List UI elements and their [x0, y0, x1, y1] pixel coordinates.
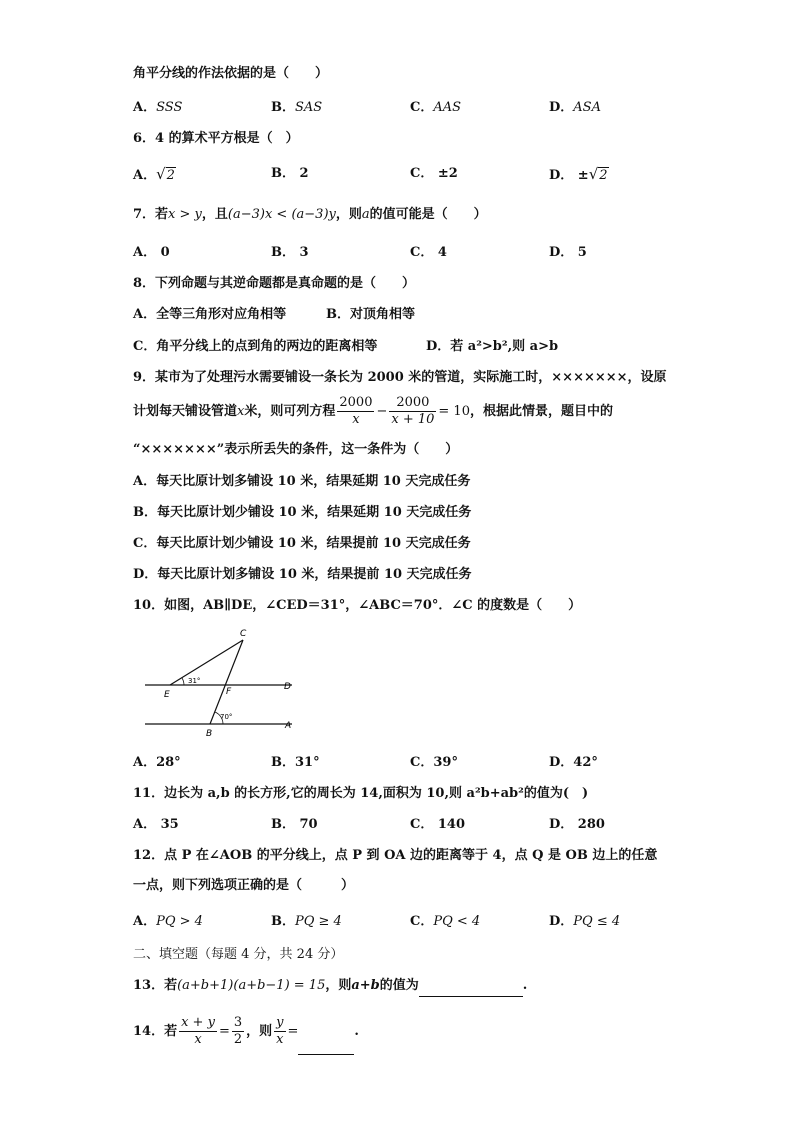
- answer-blank[interactable]: [298, 1010, 354, 1055]
- answer-blank[interactable]: [419, 976, 523, 997]
- q12-option-b[interactable]: B．PQ ≥ 4: [271, 914, 342, 929]
- q11-option-a[interactable]: A． 35: [133, 817, 179, 832]
- q10-figure: [140, 626, 310, 742]
- q7-option-a[interactable]: A． 0: [133, 245, 170, 260]
- q12-option-a[interactable]: A．PQ > 4: [133, 914, 203, 929]
- q5-option-c[interactable]: C．AAS: [410, 100, 462, 115]
- q10-stem: 10．如图，AB∥DE，∠CED＝31°，∠ABC＝70°．∠C 的度数是（ ）: [133, 598, 582, 613]
- q10-option-c[interactable]: C．39°: [410, 755, 458, 770]
- q13-stem: 13．若(a+b+1)(a+b−1) = 15，则a+b的值为 .: [133, 976, 527, 997]
- q11-option-d[interactable]: D． 280: [549, 817, 605, 832]
- q7-stem: 7．若x > y，且(a−3)x < (a−3)y，则a的值可能是（ ）: [133, 207, 487, 222]
- q11-option-b[interactable]: B． 70: [271, 817, 318, 832]
- q8-stem: 8．下列命题与其逆命题都是真命题的是（ ）: [133, 276, 416, 291]
- q12-option-c[interactable]: C．PQ < 4: [410, 914, 481, 929]
- radical-icon: √: [588, 165, 599, 183]
- q12-option-d[interactable]: D．PQ ≤ 4: [549, 914, 621, 929]
- segment-cb: [210, 640, 243, 724]
- fraction-3-over-2: $\frac{3}{2}$: [233, 1015, 243, 1047]
- q6-option-d[interactable]: D． ±√2: [549, 165, 608, 183]
- q9-line-3: “×××××××”表示所丢失的条件，这一条件为（ ）: [133, 442, 459, 457]
- q9-option-a[interactable]: A．每天比原计划多铺设 10 米，结果延期 10 天完成任务: [133, 474, 471, 489]
- q5-stem: 角平分线的作法依据的是（ ）: [133, 66, 329, 81]
- q6-stem: 6．4 的算术平方根是（ ）: [133, 131, 299, 146]
- angle-arc-e: [182, 678, 184, 685]
- q10-option-b[interactable]: B．31°: [271, 755, 320, 770]
- q10-option-a[interactable]: A．28°: [133, 755, 181, 770]
- q14-stem: 14．若 $\frac{x + y}{x}$ = $\frac{3}{2}$ ，则 $\frac{y}{x}$ = .: [133, 1010, 359, 1055]
- fraction-2: $\frac{2000}{x + 10}$: [391, 395, 435, 427]
- q8-option-a[interactable]: A．全等三角形对应角相等: [133, 307, 287, 322]
- segment-ec: [170, 640, 243, 685]
- q7-option-c[interactable]: C． 4: [410, 245, 447, 260]
- angle-label-31: 31°: [188, 677, 201, 685]
- q9-line-1: 9．某市为了处理污水需要铺设一条长为 2000 米的管道，实际施工时，×××××××，设原: [133, 370, 667, 385]
- q9-option-c[interactable]: C．每天比原计划少铺设 10 米，结果提前 10 天完成任务: [133, 536, 471, 551]
- q5-option-d[interactable]: D．ASA: [549, 100, 601, 115]
- q12-line-2: 一点，则下列选项正确的是（ ）: [133, 878, 355, 893]
- label-b: B: [206, 729, 213, 739]
- q11-option-c[interactable]: C． 140: [410, 817, 466, 832]
- q9-option-b[interactable]: B．每天比原计划少铺设 10 米，结果延期 10 天完成任务: [133, 505, 472, 520]
- label-a: A: [285, 721, 292, 731]
- q7-option-b[interactable]: B． 3: [271, 245, 309, 260]
- q10-option-d[interactable]: D．42°: [549, 755, 598, 770]
- q7-option-d[interactable]: D． 5: [549, 245, 587, 260]
- angle-label-70: 70°: [220, 713, 233, 721]
- q6-option-b[interactable]: B． 2: [271, 166, 309, 181]
- q6-option-c[interactable]: C． ±2: [410, 166, 458, 181]
- label-f: F: [226, 687, 232, 697]
- q5-option-a[interactable]: A．SSS: [133, 100, 183, 115]
- label-d: D: [284, 682, 291, 692]
- q11-stem: 11．边长为 a,b 的长方形,它的周长为 14,面积为 10,则 a²b+ab²的值为( ): [133, 786, 589, 801]
- label-c: C: [240, 629, 247, 639]
- q5-option-b[interactable]: B．SAS: [271, 100, 323, 115]
- fraction-y-over-x: $\frac{y}{x}$: [276, 1015, 284, 1047]
- radical-icon: √: [156, 165, 166, 183]
- q8-option-c[interactable]: C．角平分线上的点到角的两边的距离相等: [133, 339, 378, 354]
- q6-option-a[interactable]: A．√2: [133, 165, 175, 183]
- q12-line-1: 12．点 P 在∠AOB 的平分线上，点 P 到 OA 边的距离等于 4，点 Q 是 OB 边上的任意: [133, 848, 658, 863]
- q8-option-b[interactable]: B．对顶角相等: [326, 307, 415, 322]
- fraction-x-plus-y-over-x: $\frac{x + y}{x}$: [181, 1015, 215, 1047]
- section-heading: 二、填空题（每题 4 分，共 24 分）: [133, 947, 344, 962]
- q9-line-2: 计划每天铺设管道x米，则可列方程 $\frac{2000}{x}$ − $\frac{2000}{x + 10}$ = 10，根据此情景，题目中的: [133, 395, 613, 427]
- q9-option-d[interactable]: D．每天比原计划多铺设 10 米，结果提前 10 天完成任务: [133, 567, 472, 582]
- q8-option-d[interactable]: D．若 a²>b²,则 a>b: [426, 339, 559, 354]
- label-e: E: [164, 690, 170, 700]
- fraction-1: $\frac{2000}{x}$: [339, 395, 373, 427]
